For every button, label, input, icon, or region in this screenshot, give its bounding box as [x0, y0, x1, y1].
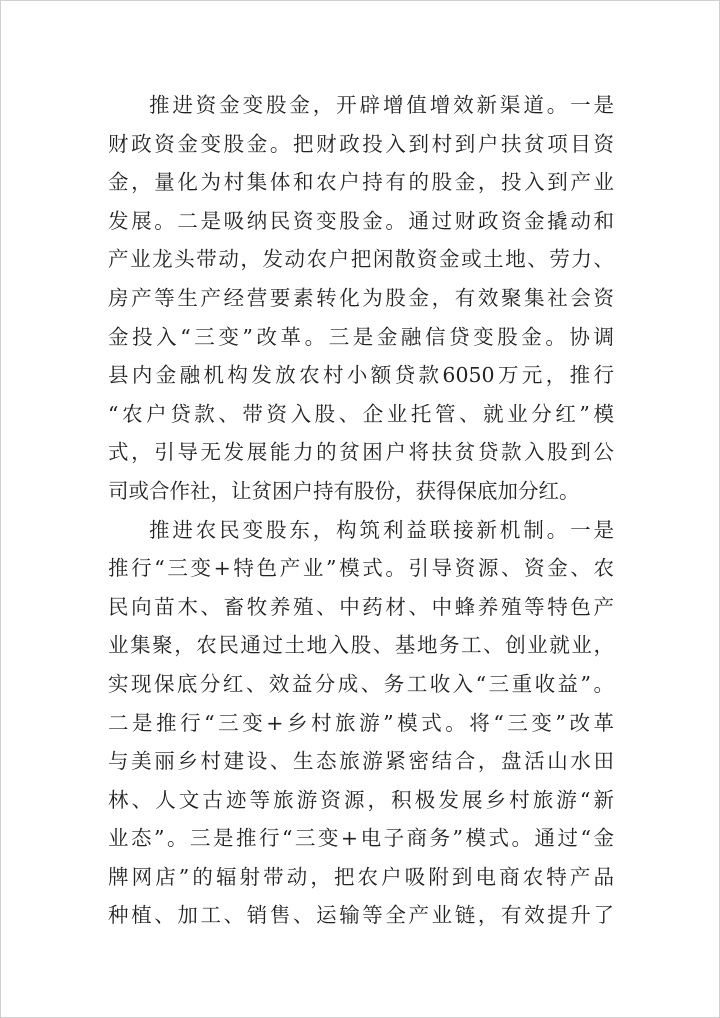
- text-line: 式，引导无发展能力的贫困户将扶贫贷款入股到公: [108, 440, 614, 465]
- body-text: [108, 86, 614, 935]
- text-line: 实现保底分红、效益分成、务工收入“三重收益”。: [108, 671, 614, 696]
- paragraph-1: [108, 86, 614, 511]
- text-line: 财政资金变股金。把财政投入到村到户扶贫项目资: [108, 131, 614, 156]
- text-line: 推进资金变股金，开辟增值增效新渠道。一是: [149, 93, 614, 117]
- text-line: 林、人文古迹等旅游资源，积极发展乡村旅游“新: [108, 787, 614, 812]
- text-line: 二是推行“三变+乡村旅游”模式。将“三变”改革: [108, 710, 614, 735]
- text-line: 牌网店”的辐射带动，把农户吸附到电商农特产品: [108, 864, 614, 889]
- text-line: 金投入“三变”改革。三是金融信贷变股金。协调: [108, 324, 614, 349]
- text-line: 司或合作社，让贫困户持有股份，获得保底加分红。: [108, 478, 580, 503]
- text-line: 发展。二是吸纳民资变股金。通过财政资金撬动和: [108, 208, 614, 233]
- text-line: 推进农民变股东，构筑利益联接新机制。一是: [149, 517, 614, 542]
- text-line: 与美丽乡村建设、生态旅游紧密结合，盘活山水田: [108, 749, 614, 774]
- text-line: 民向苗木、畜牧养殖、中药材、中蜂养殖等特色产: [108, 594, 614, 619]
- text-line: “农户贷款、带资入股、企业托管、就业分红”模: [108, 401, 614, 426]
- text-line: 业态”。三是推行“三变+电子商务”模式。通过“金: [108, 826, 614, 851]
- text-line: 金，量化为村集体和农户持有的股金，投入到产业: [108, 170, 614, 195]
- text-line: 业集聚，农民通过土地入股、基地务工、创业就业，: [108, 633, 614, 658]
- text-line: 产业龙头带动，发动农户把闲散资金或土地、劳力、: [108, 247, 614, 272]
- text-line: 县内金融机构发放农村小额贷款6050万元，推行: [108, 363, 614, 388]
- text-line: 推行“三变+特色产业”模式。引导资源、资金、农: [108, 556, 614, 581]
- text-line: 房产等生产经营要素转化为股金，有效聚集社会资: [108, 285, 614, 310]
- text-line: 种植、加工、销售、运输等全产业链，有效提升了: [108, 903, 614, 928]
- paragraph-2: [108, 511, 614, 936]
